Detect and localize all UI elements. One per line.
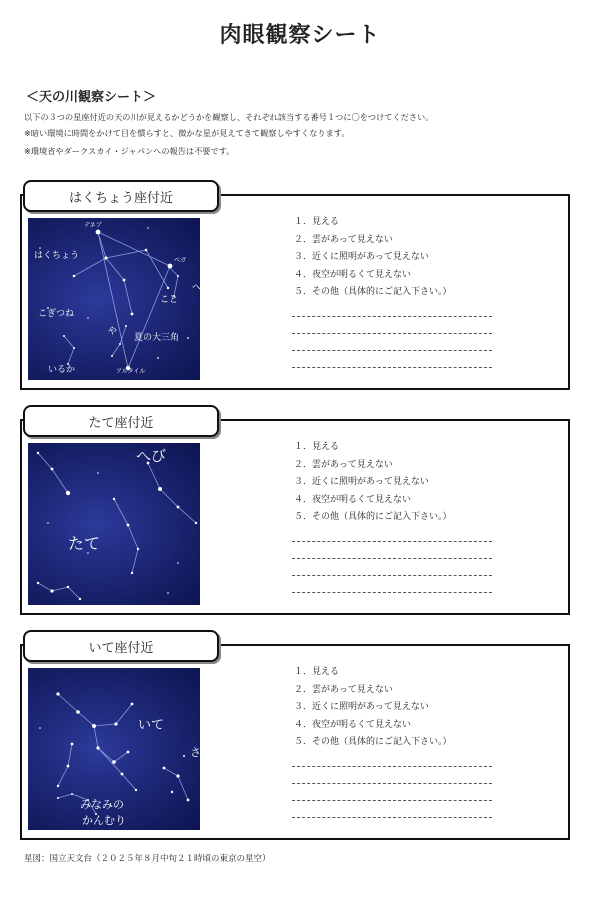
section-box <box>20 644 570 840</box>
write-in-lines[interactable] <box>292 316 492 384</box>
write-line[interactable] <box>292 333 492 350</box>
option-1[interactable]: １．見える <box>294 217 340 227</box>
write-line[interactable] <box>292 350 492 367</box>
label-koto: こと <box>160 295 179 305</box>
option-3[interactable]: ３．近くに照明があって見えない <box>294 252 429 263</box>
label-kanmuri: かんむり <box>82 814 126 827</box>
label-tate: たて <box>68 534 101 553</box>
write-line[interactable] <box>292 367 492 384</box>
write-line[interactable] <box>292 817 492 834</box>
option-3[interactable]: ３．近くに照明があって見えない <box>294 477 429 488</box>
section-tab-sagittarius <box>23 630 219 662</box>
write-line[interactable] <box>292 558 492 575</box>
label-ite: いて <box>138 718 165 733</box>
option-2[interactable]: ２．雲があって見えない <box>294 234 393 245</box>
option-3[interactable]: ３．近くに照明があって見えない <box>294 702 429 713</box>
label-hakuchou: はくちょう <box>34 251 80 261</box>
label-iruka: いるか <box>48 365 76 375</box>
option-1[interactable]: １．見える <box>294 442 340 452</box>
sheet-subtitle: ＜天の川観察シート＞ <box>26 90 157 105</box>
section-tab-scutum <box>23 405 219 437</box>
page-title: 肉眼観察シート <box>219 23 381 48</box>
section-title: はくちょう座付近 <box>68 190 173 206</box>
section-tab-cygnus <box>23 180 219 212</box>
label-he: へ <box>192 283 202 293</box>
footer-credit: 星図：国立天文台（２０２５年８月中旬２１時頃の東京の星空） <box>24 854 271 864</box>
options-list <box>294 214 452 302</box>
intro-line-3: ※環境省やダークスカイ・ジャパンへの報告は不要です。 <box>24 146 235 156</box>
option-1[interactable]: １．見える <box>294 667 340 677</box>
star-chart-svg <box>28 443 200 605</box>
section-title: たて座付近 <box>88 415 154 431</box>
write-in-lines[interactable] <box>292 766 492 834</box>
label-hebi: へび <box>136 447 167 465</box>
write-line[interactable] <box>292 541 492 558</box>
write-line[interactable] <box>292 575 492 592</box>
write-line[interactable] <box>292 800 492 817</box>
label-sa: さ <box>190 746 201 759</box>
section-title: いて座付近 <box>88 640 154 656</box>
section-sagittarius <box>20 630 568 842</box>
option-4[interactable]: ４．夜空が明るくて見えない <box>294 494 412 505</box>
options-list <box>294 664 452 752</box>
star-chart-scutum <box>28 443 200 605</box>
option-5[interactable]: ５．その他（具体的にご記入下さい。） <box>294 287 452 298</box>
option-5[interactable]: ５．その他（具体的にご記入下さい。） <box>294 512 452 523</box>
option-2[interactable]: ２．雲があって見えない <box>294 684 393 695</box>
label-deneb: デネブ <box>84 222 102 229</box>
star-chart-sagittarius <box>28 668 200 830</box>
section-box <box>20 194 570 390</box>
section-box <box>20 419 570 615</box>
section-scutum <box>20 405 568 617</box>
label-altair: アルタイル <box>116 368 146 375</box>
write-line[interactable] <box>292 766 492 783</box>
option-2[interactable]: ２．雲があって見えない <box>294 459 393 470</box>
label-vega: ベガ <box>174 257 187 264</box>
option-4[interactable]: ４．夜空が明るくて見えない <box>294 269 412 280</box>
star-chart-cygnus <box>28 218 200 380</box>
write-line[interactable] <box>292 592 492 609</box>
write-in-lines[interactable] <box>292 541 492 609</box>
write-line[interactable] <box>292 316 492 333</box>
write-line[interactable] <box>292 783 492 800</box>
intro-line-1: 以下の３つの星座付近の天の川が見えるかどうかを観察し、それぞれ該当する番号１つに〇をつけてください。 <box>24 112 434 122</box>
label-kogitsune: こぎつね <box>38 309 75 319</box>
section-cygnus <box>20 180 568 392</box>
label-summer-triangle: 夏の大三角 <box>134 333 180 343</box>
option-4[interactable]: ４．夜空が明るくて見えない <box>294 719 412 730</box>
intro-line-2: ※暗い環境に時間をかけて目を慣らすと、微かな星が見えてきて観察しやすくなります。 <box>24 128 350 138</box>
label-ya: や <box>108 327 118 337</box>
option-5[interactable]: ５．その他（具体的にご記入下さい。） <box>294 737 452 748</box>
options-list <box>294 439 452 527</box>
label-minamino: みなみの <box>80 798 124 811</box>
